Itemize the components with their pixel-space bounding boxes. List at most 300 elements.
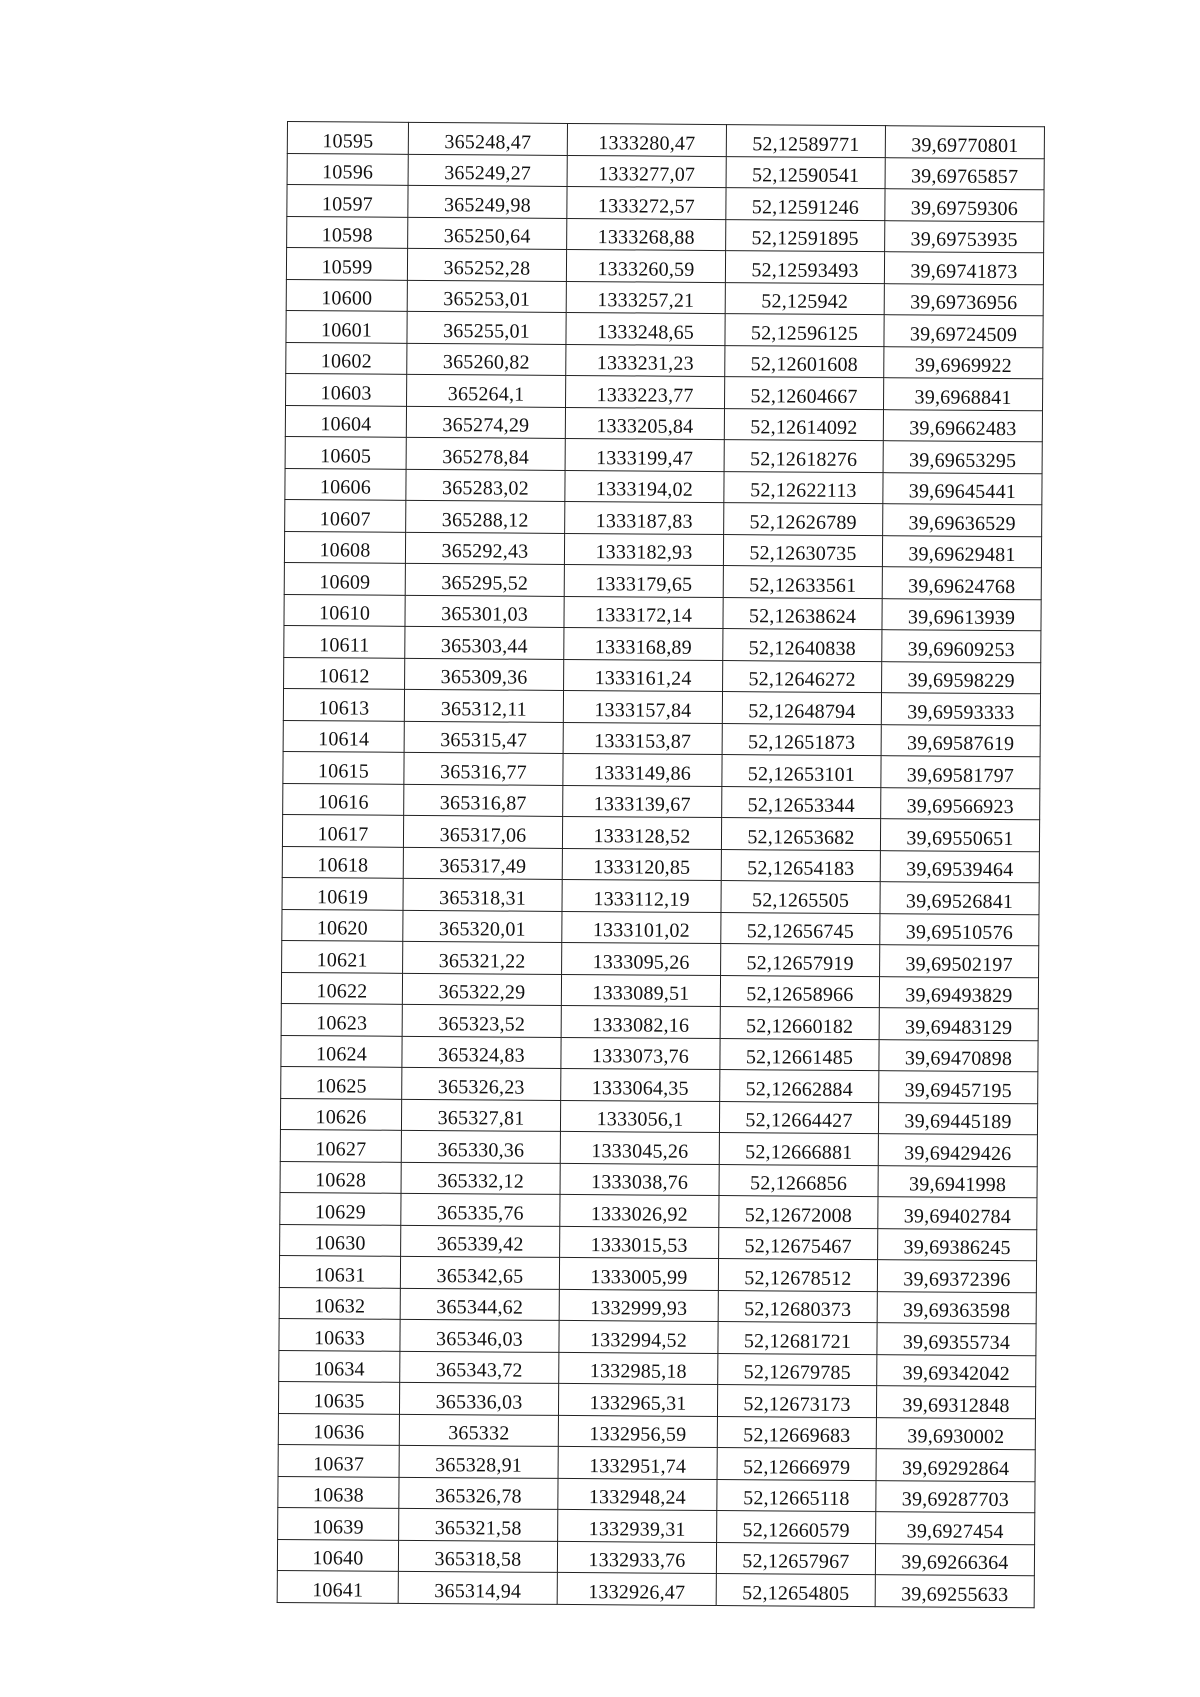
y-coordinate-cell: [564, 596, 723, 629]
x-coordinate-cell: [401, 1162, 560, 1195]
cell-text: 1332965,31: [589, 1391, 687, 1415]
cell-text: 1333038,76: [591, 1171, 689, 1194]
table-row: [286, 279, 1043, 316]
cell-text: 39,69372396: [903, 1267, 1011, 1291]
longitude-cell: [885, 189, 1044, 222]
cell-text: 1332985,18: [589, 1360, 687, 1383]
x-coordinate-cell: [404, 689, 563, 722]
cell-text: 1333120,85: [593, 856, 691, 879]
latitude-cell: [719, 1164, 878, 1197]
cell-text: 10626: [315, 1106, 367, 1129]
latitude-cell: [721, 912, 880, 945]
cell-text: 39,69502197: [905, 952, 1013, 976]
longitude-cell: [882, 630, 1041, 663]
cell-text: 10603: [320, 381, 372, 405]
cell-text: 365312,11: [440, 697, 528, 721]
longitude-cell: [885, 220, 1044, 253]
cell-text: 1333082,16: [592, 1013, 690, 1037]
latitude-cell: [719, 1227, 878, 1260]
cell-text: 39,69770801: [911, 133, 1019, 157]
cell-text: 39,69363598: [903, 1299, 1011, 1323]
cell-text: 10600: [321, 287, 373, 310]
point-number-cell: [284, 625, 405, 657]
cell-text: 10623: [316, 1011, 368, 1035]
cell-text: 1333231,23: [596, 352, 694, 375]
table-row: [279, 1350, 1036, 1387]
cell-text: 39,69724509: [909, 322, 1018, 346]
latitude-cell: [721, 849, 880, 882]
x-coordinate-cell: [407, 311, 566, 344]
table-row: [284, 625, 1041, 662]
y-coordinate-cell: [559, 1320, 718, 1353]
point-number-cell: [280, 1161, 401, 1193]
x-coordinate-cell: [399, 1477, 558, 1510]
cell-text: 52,12618276: [749, 447, 858, 471]
cell-text: 1333277,07: [598, 163, 696, 186]
cell-text: 1332956,59: [589, 1423, 687, 1446]
cell-text: 1333026,92: [590, 1202, 688, 1226]
cell-text: 365330,36: [437, 1138, 525, 1162]
x-coordinate-cell: [404, 784, 563, 817]
point-number-cell: [280, 1192, 401, 1224]
cell-text: 1332999,93: [590, 1297, 688, 1320]
cell-text: 52,12675467: [744, 1235, 852, 1258]
cell-text: 39,69287703: [901, 1488, 1010, 1512]
cell-text: 52,1266856: [750, 1172, 848, 1195]
y-coordinate-cell: [567, 155, 726, 188]
cell-text: 39,69759306: [910, 196, 1019, 220]
cell-text: 10601: [320, 318, 373, 342]
longitude-cell: [879, 976, 1038, 1009]
cell-text: 10611: [319, 633, 370, 657]
table-row: [286, 373, 1043, 410]
x-coordinate-cell: [400, 1351, 559, 1384]
cell-text: 52,12604667: [750, 384, 858, 408]
point-number-cell: [286, 373, 407, 405]
table-row: [279, 1318, 1036, 1355]
cell-text: 39,69581797: [906, 763, 1015, 787]
point-number-cell: [280, 1098, 401, 1130]
cell-text: 365326,23: [437, 1075, 525, 1099]
y-coordinate-cell: [566, 281, 725, 314]
cell-text: 39,69609253: [907, 637, 1015, 661]
cell-text: 52,12661485: [745, 1046, 854, 1069]
latitude-cell: [726, 219, 885, 252]
coordinates-table-body: [277, 122, 1044, 1608]
longitude-cell: [885, 157, 1044, 190]
cell-text: 365332: [448, 1422, 510, 1445]
cell-text: 365295,52: [441, 571, 529, 595]
cell-text: 1333045,26: [591, 1139, 689, 1163]
point-number-cell: [283, 688, 404, 720]
longitude-cell: [885, 126, 1044, 159]
table-row: [287, 216, 1044, 253]
cell-text: 10604: [320, 413, 372, 436]
x-coordinate-cell: [403, 910, 562, 943]
y-coordinate-cell: [558, 1478, 717, 1511]
y-coordinate-cell: [562, 816, 721, 849]
point-number-cell: [285, 405, 406, 437]
cell-text: 39,69662483: [909, 417, 1017, 441]
cell-text: 39,69483129: [905, 1015, 1013, 1039]
x-coordinate-cell: [404, 721, 563, 754]
latitude-cell: [720, 1070, 879, 1103]
latitude-cell: [721, 818, 880, 851]
table-row: [287, 185, 1044, 222]
table-row: [282, 846, 1039, 883]
x-coordinate-cell: [398, 1540, 557, 1573]
point-number-cell: [280, 1129, 401, 1161]
cell-text: 10606: [319, 476, 372, 499]
x-coordinate-cell: [401, 1225, 560, 1258]
longitude-cell: [878, 1197, 1037, 1230]
cell-text: 365318,31: [439, 886, 527, 910]
cell-text: 1332939,31: [588, 1517, 686, 1541]
cell-text: 365278,84: [442, 445, 530, 469]
longitude-cell: [877, 1354, 1036, 1387]
x-coordinate-cell: [408, 122, 567, 155]
y-coordinate-cell: [560, 1100, 719, 1133]
latitude-cell: [722, 786, 881, 819]
y-coordinate-cell: [557, 1541, 716, 1574]
cell-text: 39,69445189: [904, 1110, 1012, 1134]
point-number-cell: [284, 594, 405, 626]
cell-text: 52,1265505: [751, 888, 850, 912]
cell-text: 1333172,14: [594, 604, 693, 627]
cell-text: 365249,98: [443, 193, 531, 217]
cell-text: 52,12678512: [744, 1266, 852, 1290]
cell-text: 1332948,24: [588, 1486, 686, 1509]
cell-text: 365326,78: [434, 1485, 522, 1508]
cell-text: 52,12654805: [742, 1581, 850, 1605]
point-number-cell: [278, 1507, 399, 1539]
y-coordinate-cell: [558, 1446, 717, 1479]
x-coordinate-cell: [406, 469, 565, 502]
latitude-cell: [726, 125, 885, 158]
cell-text: 365301,03: [441, 603, 529, 626]
point-number-cell: [279, 1287, 400, 1319]
longitude-cell: [881, 693, 1040, 726]
cell-text: 10608: [319, 539, 371, 562]
y-coordinate-cell: [563, 753, 722, 786]
longitude-cell: [882, 598, 1041, 631]
cell-text: 365292,43: [441, 540, 529, 563]
cell-text: 365328,91: [435, 1453, 523, 1477]
latitude-cell: [722, 692, 881, 725]
cell-text: 52,12673173: [743, 1392, 851, 1416]
latitude-cell: [725, 345, 884, 378]
table-row: [282, 814, 1039, 851]
cell-text: 39,69539464: [906, 858, 1014, 882]
cell-text: 52,12601608: [750, 353, 858, 376]
cell-text: 10596: [322, 161, 374, 184]
cell-text: 10621: [316, 948, 368, 972]
cell-text: 365344,62: [436, 1296, 524, 1319]
longitude-cell: [879, 1071, 1038, 1104]
cell-text: 10640: [312, 1547, 364, 1570]
table-row: [279, 1255, 1036, 1292]
point-number-cell: [279, 1318, 400, 1350]
y-coordinate-cell: [566, 375, 725, 408]
y-coordinate-cell: [567, 218, 726, 251]
longitude-cell: [883, 441, 1042, 474]
longitude-cell: [883, 472, 1042, 505]
cell-text: 1333161,24: [594, 667, 692, 690]
longitude-cell: [877, 1260, 1036, 1293]
cell-text: 10598: [321, 224, 373, 247]
cell-text: 1333194,02: [595, 478, 694, 501]
cell-text: 1333064,35: [591, 1076, 689, 1100]
x-coordinate-cell: [399, 1508, 558, 1541]
longitude-cell: [877, 1323, 1036, 1356]
cell-text: 39,69550651: [906, 826, 1014, 850]
cell-text: 365303,44: [440, 634, 528, 658]
longitude-cell: [878, 1102, 1037, 1135]
latitude-cell: [716, 1542, 875, 1575]
cell-text: 365324,83: [437, 1044, 525, 1067]
table-row: [283, 751, 1040, 788]
point-number-cell: [282, 846, 403, 878]
cell-text: 10613: [318, 696, 370, 720]
cell-text: 52,12622113: [750, 479, 857, 502]
y-coordinate-cell: [564, 564, 723, 597]
x-coordinate-cell: [401, 1193, 560, 1226]
latitude-cell: [723, 660, 882, 693]
point-number-cell: [284, 531, 405, 563]
cell-text: 39,69629481: [908, 543, 1016, 567]
latitude-cell: [722, 755, 881, 788]
x-coordinate-cell: [400, 1319, 559, 1352]
x-coordinate-cell: [403, 847, 562, 880]
longitude-cell: [881, 756, 1040, 789]
x-coordinate-cell: [404, 752, 563, 785]
cell-text: 1332994,52: [589, 1328, 688, 1352]
x-coordinate-cell: [401, 1099, 560, 1132]
latitude-cell: [718, 1290, 877, 1323]
cell-text: 10635: [313, 1389, 365, 1413]
point-number-cell: [277, 1570, 398, 1602]
x-coordinate-cell: [399, 1445, 558, 1478]
longitude-cell: [880, 945, 1039, 978]
point-number-cell: [285, 468, 406, 500]
x-coordinate-cell: [402, 1004, 561, 1037]
y-coordinate-cell: [564, 533, 723, 566]
table-row: [286, 248, 1043, 285]
y-coordinate-cell: [558, 1509, 717, 1542]
y-coordinate-cell: [565, 438, 724, 471]
longitude-cell: [884, 378, 1043, 411]
cell-text: 365255,01: [443, 319, 531, 343]
cell-text: 52,12658966: [746, 983, 854, 1006]
longitude-cell: [883, 504, 1042, 537]
cell-text: 365335,76: [436, 1201, 524, 1225]
cell-text: 365253,01: [443, 288, 531, 311]
y-coordinate-cell: [564, 627, 723, 660]
x-coordinate-cell: [406, 500, 565, 533]
cell-text: 39,69386245: [903, 1236, 1011, 1260]
table-row: [278, 1413, 1035, 1450]
cell-text: 52,12589771: [752, 132, 860, 156]
longitude-cell: [875, 1543, 1034, 1576]
y-coordinate-cell: [562, 942, 721, 975]
cell-text: 52,12672008: [744, 1203, 853, 1227]
y-coordinate-cell: [563, 690, 722, 723]
cell-text: 52,12654183: [747, 857, 855, 880]
cell-text: 52,12669683: [743, 1424, 851, 1447]
table-row: [283, 783, 1040, 820]
cell-text: 365250,64: [443, 225, 531, 248]
y-coordinate-cell: [560, 1163, 719, 1196]
cell-text: 365321,58: [434, 1516, 522, 1540]
cell-text: 10630: [314, 1232, 366, 1255]
point-number-cell: [279, 1255, 400, 1287]
table-row: [284, 657, 1041, 694]
latitude-cell: [717, 1385, 876, 1418]
cell-text: 39,69645441: [908, 480, 1017, 504]
cell-text: 52,12614092: [750, 416, 858, 439]
table-row: [281, 1003, 1038, 1040]
y-coordinate-cell: [559, 1289, 718, 1322]
latitude-cell: [726, 156, 885, 189]
longitude-cell: [876, 1512, 1035, 1545]
point-number-cell: [284, 562, 405, 594]
point-number-cell: [285, 499, 406, 531]
table-row: [284, 594, 1041, 631]
table-row: [278, 1507, 1035, 1544]
cell-text: 365315,47: [440, 729, 528, 752]
latitude-cell: [720, 1007, 879, 1040]
x-coordinate-cell: [402, 1067, 561, 1100]
cell-text: 39,69510576: [905, 921, 1014, 945]
table-row: [284, 562, 1041, 599]
cell-text: 365342,65: [436, 1264, 524, 1288]
point-number-cell: [287, 153, 408, 185]
cell-text: 10624: [315, 1043, 368, 1066]
cell-text: 1333101,02: [592, 919, 690, 942]
cell-text: 1333187,83: [595, 509, 693, 533]
cell-text: 39,69753935: [910, 228, 1018, 252]
cell-text: 52,12630735: [749, 542, 857, 565]
latitude-cell: [722, 723, 881, 756]
longitude-cell: [879, 1039, 1038, 1072]
cell-text: 10622: [316, 980, 368, 1003]
latitude-cell: [718, 1353, 877, 1386]
cell-text: 39,6969922: [914, 354, 1012, 378]
table-row: [285, 405, 1042, 442]
table-row: [287, 122, 1044, 159]
cell-text: 1333149,86: [593, 761, 692, 785]
cell-text: 10619: [317, 885, 369, 909]
longitude-cell: [880, 850, 1039, 883]
table-row: [285, 468, 1042, 505]
cell-text: 10629: [314, 1200, 366, 1224]
x-coordinate-cell: [405, 595, 564, 628]
cell-text: 10610: [318, 602, 371, 625]
latitude-cell: [719, 1133, 878, 1166]
longitude-cell: [876, 1449, 1035, 1482]
cell-text: 52,12640838: [748, 636, 857, 660]
cell-text: 52,12666881: [745, 1140, 853, 1164]
longitude-cell: [880, 882, 1039, 915]
longitude-cell: [882, 567, 1041, 600]
y-coordinate-cell: [562, 911, 721, 944]
point-number-cell: [278, 1444, 399, 1476]
y-coordinate-cell: [566, 249, 725, 282]
table-row: [277, 1570, 1034, 1607]
longitude-cell: [876, 1480, 1035, 1513]
latitude-cell: [723, 534, 882, 567]
point-number-cell: [283, 783, 404, 815]
x-coordinate-cell: [406, 406, 565, 439]
cell-text: 365316,77: [439, 760, 527, 784]
table-row: [286, 310, 1043, 347]
cell-text: 52,12657919: [746, 951, 854, 975]
longitude-cell: [876, 1386, 1035, 1419]
cell-text: 39,69402784: [903, 1204, 1012, 1228]
x-coordinate-cell: [408, 154, 567, 187]
cell-text: 52,12657967: [742, 1550, 850, 1573]
latitude-cell: [716, 1574, 875, 1607]
cell-text: 1333205,84: [596, 415, 694, 438]
cell-text: 10637: [313, 1452, 365, 1476]
cell-text: 1333280,47: [598, 131, 696, 155]
y-coordinate-cell: [557, 1572, 716, 1605]
y-coordinate-cell: [566, 312, 725, 345]
point-number-cell: [281, 1035, 402, 1067]
latitude-cell: [725, 251, 884, 284]
y-coordinate-cell: [563, 722, 722, 755]
cell-text: 39,69457195: [904, 1078, 1012, 1102]
latitude-cell: [717, 1479, 876, 1512]
cell-text: 52,12680373: [744, 1298, 852, 1321]
table-row: [283, 720, 1040, 757]
point-number-cell: [281, 972, 402, 1004]
cell-text: 1333182,93: [595, 541, 693, 564]
cell-text: 39,6941998: [909, 1173, 1007, 1197]
latitude-cell: [725, 314, 884, 347]
coordinates-table: [277, 121, 1045, 1608]
cell-text: 1333153,87: [594, 730, 692, 753]
cell-text: 1333257,21: [597, 289, 695, 312]
cell-text: 10607: [319, 507, 371, 531]
cell-text: 365248,47: [444, 130, 532, 154]
x-coordinate-cell: [407, 248, 566, 281]
cell-text: 10595: [322, 129, 374, 153]
cell-text: 39,69736956: [910, 291, 1018, 315]
cell-text: 10634: [313, 1358, 365, 1381]
table-row: [283, 688, 1040, 725]
cell-text: 52,12593493: [751, 258, 859, 282]
y-coordinate-cell: [561, 974, 720, 1007]
cell-text: 1333272,57: [597, 194, 695, 218]
cell-text: 52,12662884: [745, 1077, 853, 1101]
cell-text: 365249,27: [444, 162, 532, 185]
latitude-cell: [717, 1511, 876, 1544]
point-number-cell: [282, 814, 403, 846]
cell-text: 365260,82: [442, 351, 530, 374]
cell-text: 365317,06: [439, 823, 527, 847]
table-row: [282, 909, 1039, 946]
cell-text: 10612: [318, 665, 370, 688]
latitude-cell: [718, 1259, 877, 1292]
table-row: [282, 877, 1039, 914]
cell-text: 10618: [317, 854, 369, 877]
y-coordinate-cell: [560, 1194, 719, 1227]
y-coordinate-cell: [559, 1352, 718, 1385]
y-coordinate-cell: [567, 123, 726, 156]
point-number-cell: [282, 940, 403, 972]
table-row: [280, 1224, 1037, 1261]
